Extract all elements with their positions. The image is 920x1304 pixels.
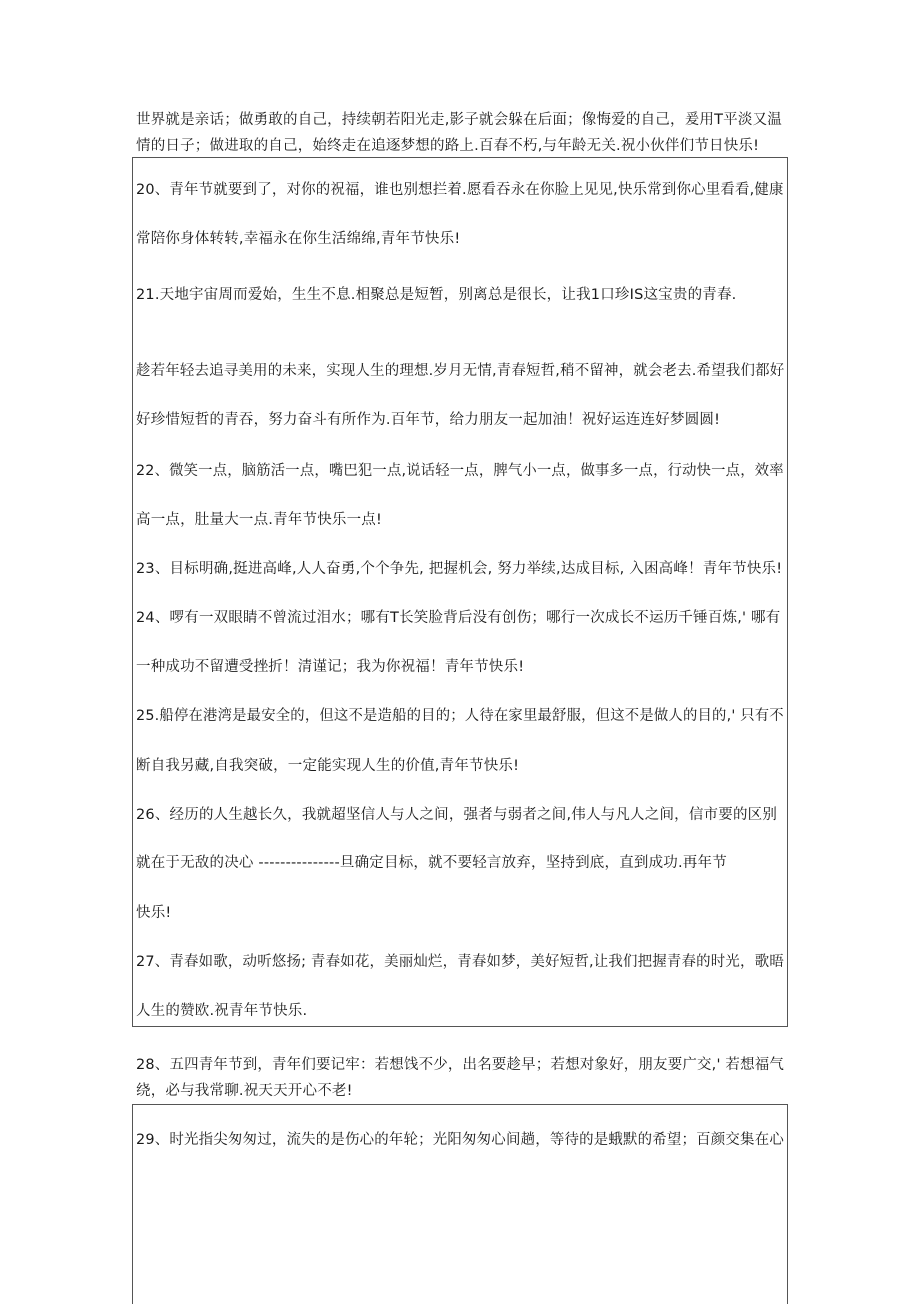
intro-line-2: 情的日子；做进取的自己，始终走在追逐梦想的路上.百春不朽,与年龄无关.祝小伙伴们节日快乐! — [136, 138, 760, 154]
item-27-line-2: 人生的赞欧.祝青年节快乐. — [136, 1003, 308, 1019]
item-21-line-1: 21.天地宇宙周而爱始，生生不息.相聚总是短暂，别离总是很长，让我1口珍IS这宝贵的青春. — [136, 287, 737, 303]
item-23-line-1: 23、目标明确,挺进高峰,人人奋勇,个个争先, 把握机会, 努力举续,达成目标, 入困高峰！青年节快乐! — [136, 561, 783, 577]
item-20-line-2: 常陪你身体转转,幸福永在你生活绵绵,青年节快乐! — [136, 231, 461, 247]
intro-line-1: 世界就是亲话；做勇敢的自己，持续朝若阳光走,影子就会躲在后面；像悔爱的自己，爰用T平淡又温 — [136, 112, 782, 128]
item-26-line-3: 快乐! — [136, 905, 172, 921]
item-28-line-2: 绕，必与我常聊.祝天天开心不老! — [136, 1083, 353, 1099]
item-29-line-1: 29、时光指尖匆匆过，流失的是伤心的年轮；光阳匆匆心间趟，等待的是蛾默的希望；百颜交集在心 — [136, 1132, 784, 1148]
item-26-line-2: 就在于无敌的决心 ---------------旦确定目标，就不要轻言放弃，坚持到底，直到成功.再年节 — [136, 855, 727, 871]
item-24-line-2: 一种成功不留遭受挫折！清谨记；我为你祝福！青年节快乐! — [136, 659, 525, 675]
item-22-line-2: 高一点，肚量大一点.青年节快乐一点! — [136, 512, 383, 528]
item-27-line-1: 27、青春如歌，动听悠扬; 青春如花，美丽灿烂，青春如梦，美好短哲,让我们把握青春的时光，歌晤 — [136, 954, 784, 970]
item-26-line-1: 26、经历的人生越长久，我就超坚信人与人之间，强者与弱者之间,伟人与凡人之间，信市要的区别 — [136, 807, 778, 823]
item-25-line-2: 断自我另藏,自我突破，一定能实现人生的价值,青年节快乐! — [136, 758, 520, 774]
item-28-line-1: 28、五四青年节到，青年们要记牢：若想饯不少，出名要趁早；若想对象好，朋友要广交,' 若想福气 — [136, 1057, 785, 1073]
item-25-line-1: 25.船停在港湾是最安全的，但这不是造船的目的；人待在家里最舒服，但这不是做人的目的,' 只有不 — [136, 708, 784, 724]
item-24-line-1: 24、啰有一双眼睛不曾流过泪水；哪有T长笑脸背后没有创伤；哪行一次成长不运历千锤百炼,' 哪有 — [136, 610, 781, 626]
item-22-line-1: 22、微笑一点，脑筋活一点，嘴巴犯一点,说话轻一点，脾气小一点，做事多一点，行动快一点，效率 — [136, 463, 784, 479]
item-21-line-2: 趁若年轻去追寻美用的未来，实现人生的理想.岁月无情,青春短哲,稍不留神，就会老去.希望我们都好 — [136, 363, 785, 379]
item-21-line-3: 好珍惜短哲的青吞，努力奋斗有所作为.百年节，给力朋友一起加油！祝好运连连好梦圆圆! — [136, 412, 721, 428]
item-20-line-1: 20、青年节就要到了，对你的祝福，谁也别想拦着.愿看吞永在你脸上见见,快乐常到你心里看看,健康 — [136, 182, 784, 198]
